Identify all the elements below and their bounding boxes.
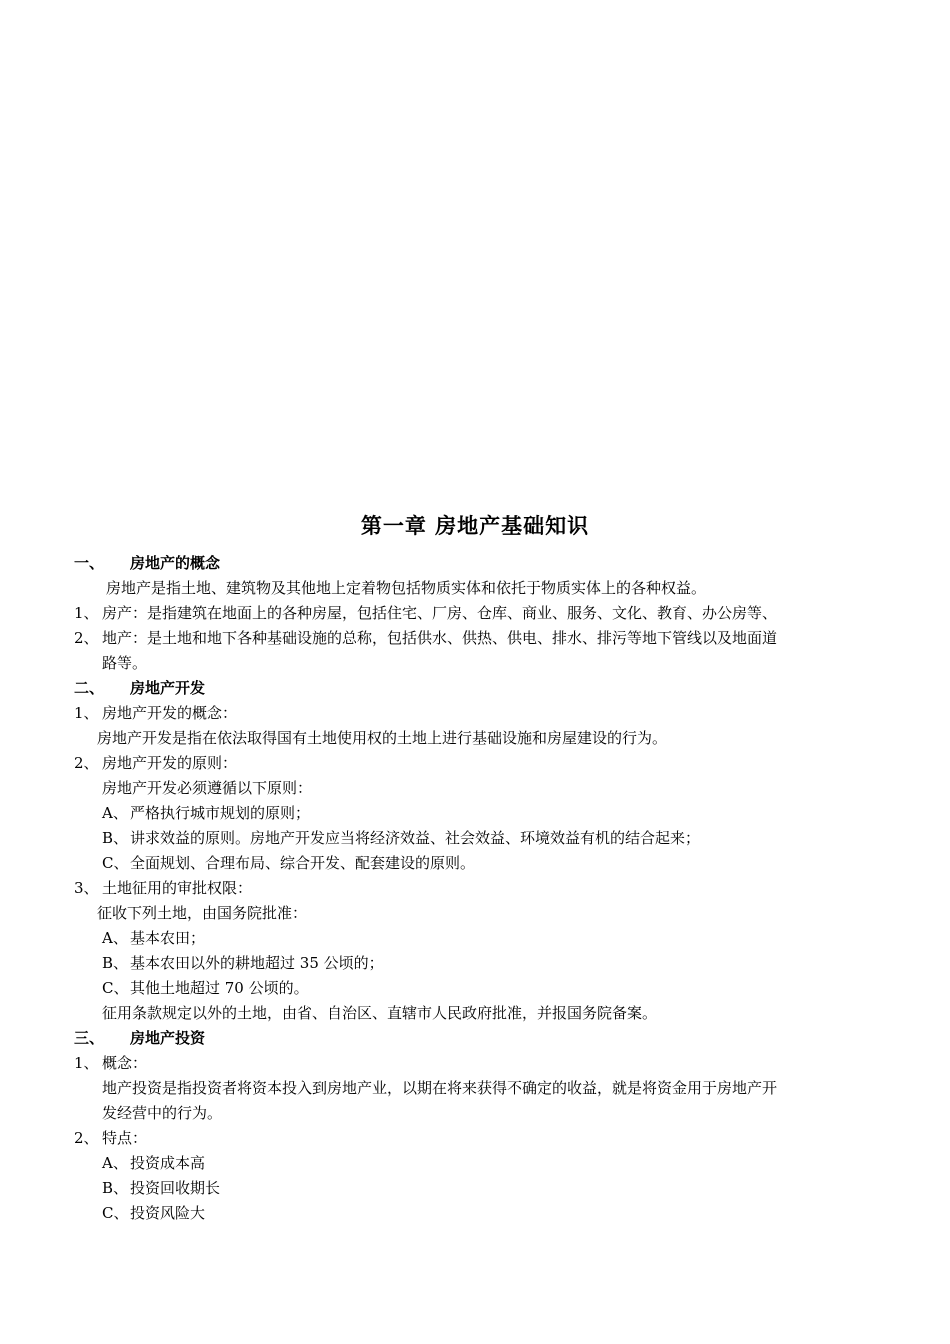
section-2-item-1-body: 房地产开发是指在依法取得国有土地使用权的土地上进行基础设施和房屋建设的行为。 <box>97 729 668 747</box>
section-3-feature-c <box>102 1203 205 1223</box>
section-2-approval-b <box>102 953 384 973</box>
section-2-approval-a <box>102 928 205 948</box>
sub-item-text: 基本农田； <box>130 929 206 947</box>
sub-item-text: 严格执行城市规划的原则； <box>130 804 311 822</box>
section-2-principle-c <box>102 853 475 873</box>
item-number: 1、 <box>74 1054 99 1072</box>
sub-item-text: 投资风险大 <box>130 1204 206 1222</box>
item-text: 房产：是指建筑在地面上的各种房屋，包括住宅、厂房、仓库、商业、服务、文化、教育、办公房等、 <box>102 604 778 622</box>
section-1-title: 房地产的概念 <box>130 554 221 572</box>
sub-item-letter: C、 <box>102 854 129 872</box>
sub-item-text: 全面规划、合理布局、综合开发、配套建设的原则。 <box>130 854 476 872</box>
section-2-item-1 <box>74 703 237 723</box>
item-number: 2、 <box>74 629 99 647</box>
item-text: 房地产开发的概念： <box>102 704 238 722</box>
sub-item-letter: A、 <box>102 804 128 822</box>
sub-item-letter: B、 <box>102 829 129 847</box>
item-number: 3、 <box>74 879 99 897</box>
section-1-number: 一、 <box>74 554 105 572</box>
section-2-title: 房地产开发 <box>130 679 206 697</box>
chapter-title: 第一章 房地产基础知识 <box>360 514 590 538</box>
section-3-title: 房地产投资 <box>130 1029 206 1047</box>
section-3-number: 三、 <box>74 1029 105 1047</box>
item-text: 房地产开发的原则： <box>102 754 238 772</box>
item-number: 2、 <box>74 1129 99 1147</box>
sub-item-letter: C、 <box>102 979 129 997</box>
section-3-item-1 <box>74 1053 147 1073</box>
item-number: 1、 <box>74 604 99 622</box>
section-2-heading <box>74 678 205 698</box>
section-2-item-3-tail: 征用条款规定以外的土地，由省、自治区、直辖市人民政府批准，并报国务院备案。 <box>102 1004 658 1022</box>
sub-item-text: 投资回收期长 <box>130 1179 221 1197</box>
sub-item-text: 投资成本高 <box>130 1154 206 1172</box>
item-text: 概念： <box>102 1054 148 1072</box>
item-text: 地产：是土地和地下各种基础设施的总称，包括供水、供热、供电、排水、排污等地下管线以及地面道 <box>102 629 778 647</box>
item-text: 特点： <box>102 1129 148 1147</box>
sub-item-text: 基本农田以外的耕地超过 35 公顷的； <box>130 954 384 972</box>
section-3-item-2 <box>74 1128 147 1148</box>
section-2-principle-b <box>102 828 700 848</box>
item-number: 1、 <box>74 704 99 722</box>
sub-item-text: 讲求效益的原则。房地产开发应当将经济效益、社会效益、环境效益有机的结合起来； <box>130 829 701 847</box>
section-2-item-3-body: 征收下列土地，由国务院批准： <box>97 904 308 922</box>
section-1-heading <box>74 553 220 573</box>
item-number: 2、 <box>74 754 99 772</box>
sub-item-text: 其他土地超过 70 公顷的。 <box>130 979 309 997</box>
sub-item-letter: C、 <box>102 1204 129 1222</box>
section-3-heading <box>74 1028 205 1048</box>
section-1-intro: 房地产是指土地、建筑物及其他地上定着物包括物质实体和依托于物质实体上的各种权益。 <box>106 579 707 597</box>
section-3-item-1-continued: 发经营中的行为。 <box>102 1104 223 1122</box>
sub-item-letter: B、 <box>102 954 129 972</box>
item-text: 土地征用的审批权限： <box>102 879 253 897</box>
section-2-principle-a <box>102 803 310 823</box>
sub-item-letter: A、 <box>102 929 128 947</box>
section-3-feature-a <box>102 1153 205 1173</box>
section-1-item-2 <box>74 628 777 648</box>
section-2-item-3 <box>74 878 252 898</box>
sub-item-letter: A、 <box>102 1154 128 1172</box>
section-2-item-2-body: 房地产开发必须遵循以下原则： <box>102 779 313 797</box>
section-3-feature-b <box>102 1178 220 1198</box>
section-2-approval-c <box>102 978 309 998</box>
section-1-item-1 <box>74 603 777 623</box>
section-3-item-1-body: 地产投资是指投资者将资本投入到房地产业，以期在将来获得不确定的收益，就是将资金用于房地产开 <box>102 1079 778 1097</box>
section-1-item-2-continued: 路等。 <box>102 654 148 672</box>
section-2-item-2 <box>74 753 237 773</box>
sub-item-letter: B、 <box>102 1179 129 1197</box>
section-2-number: 二、 <box>74 679 105 697</box>
